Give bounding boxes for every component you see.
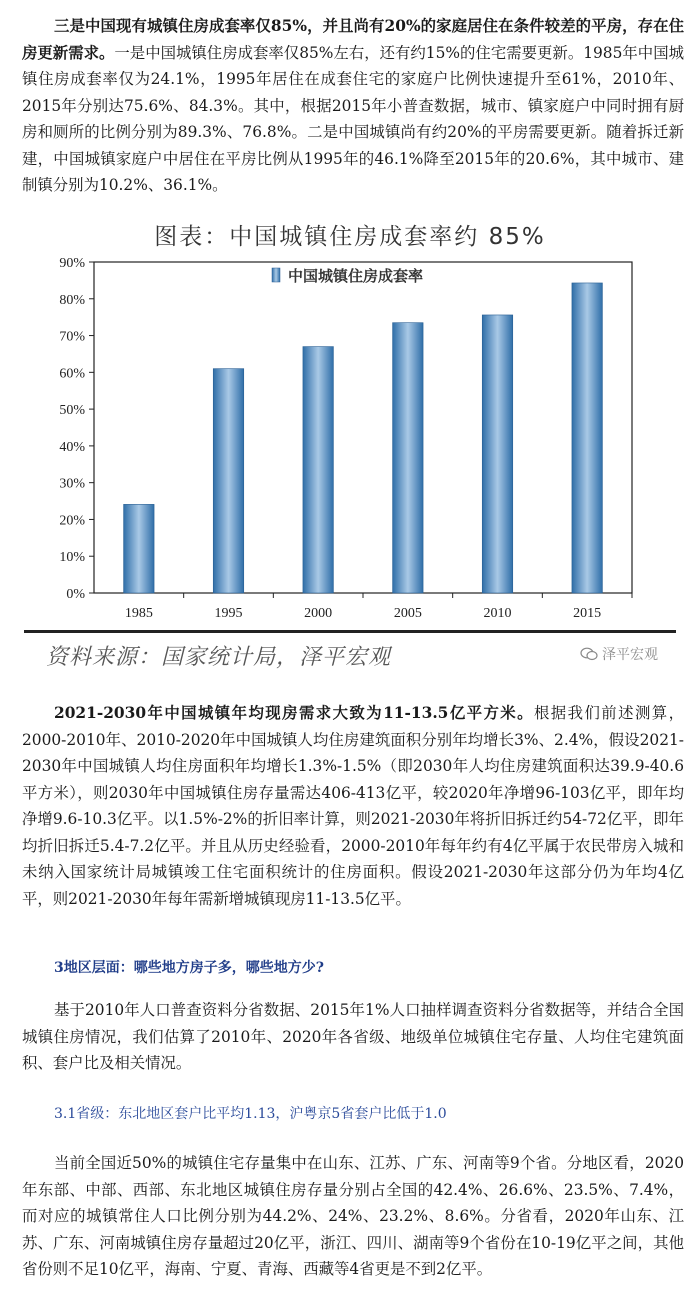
chart-figure (24, 212, 676, 682)
province-paragraph (22, 1150, 684, 1283)
bar-chart (24, 254, 676, 626)
bar (303, 347, 333, 593)
x-tick-label: 1995 (214, 606, 243, 621)
watermark (580, 644, 658, 664)
intro-paragraph (22, 13, 684, 199)
subsection-heading: 3.1省级：东北地区套户比平均1.13，沪粤京5省套户比低于1.0 (54, 1106, 447, 1122)
section-heading: 3地区层面：哪些地方房子多，哪些地方少? (54, 960, 324, 976)
watermark-text: 泽平宏观 (602, 647, 658, 663)
chart-title: 图表：中国城镇住房成套率约 85% (154, 224, 546, 250)
bar (393, 323, 423, 593)
province-body: 当前全国近50%的城镇住宅存量集中在山东、江苏、广东、河南等9个省。分地区看，2020年东部、中部、西部、东北地区城镇住房存量分别占全国的42.4%、26.6%、23.5%、7.4%，而对应的城镇常住人口比例分别为44.2%、24%、23.2%、8.6%。分省看，2020年山东、江苏、广东、河南城镇住房存量超过20亿平，浙江、四川、湖南等9个省份在10-19亿平之间，其他省份则不足10亿平，海南、宁夏、青海、西藏等4省更是不到2亿平。 (22, 1154, 684, 1278)
intro-body: 一是中国城镇住房成套率仅85%左右，还有约15%的住宅需要更新。1985年中国城镇住房成套率仅为24.1%，1995年居住在成套住宅的家庭户比例快速提升至61%，2010年、2015年分别达75.6%、84.3%。其中，根据2015年小普查数据，城市、镇家庭户中同时拥有厨房和厕所的比例分别为89.3%、76.8%。二是中国城镇尚有约20%的平房需要更新。随着拆迁新建，中国城镇家庭户中居住在平房比例从1995年的46.1%降至2015年的20.6%，其中城市、建制镇分别为10.2%、36.1%。 (22, 43, 684, 194)
y-tick-label: 0% (66, 587, 85, 602)
y-tick-label: 60% (59, 366, 85, 382)
y-tick-label: 70% (59, 329, 85, 345)
y-tick-label: 10% (59, 550, 85, 566)
y-tick-label: 50% (59, 403, 85, 419)
legend-label: 中国城镇住房成套率 (288, 267, 424, 285)
y-tick-label: 20% (59, 513, 85, 529)
chart-bottom-rule (24, 630, 676, 633)
method-body: 基于2010年人口普查资料分省数据、2015年1%人口抽样调查资料分省数据等，并结合全国城镇住房情况，我们估算了2010年、2020年各省级、地级单位城镇住宅存量、人均住宅建筑面积、套户比及相关情况。 (22, 1001, 684, 1072)
y-tick-label: 30% (59, 476, 85, 492)
intro-bold-lead: 三是中国现有城镇住房成套率仅85%，并且尚有20%的家庭居住在条件较差的平房，存在住房更新需求。 (22, 17, 684, 62)
x-tick-label: 2010 (483, 606, 512, 621)
bar (213, 369, 243, 593)
demand-bold-lead: 2021-2030年中国城镇年均现房需求大致为11-13.5亿平方米。 (54, 704, 534, 722)
demand-paragraph (22, 700, 684, 912)
y-tick-label: 90% (59, 256, 85, 271)
method-paragraph (22, 997, 684, 1077)
wechat-icon (580, 647, 598, 661)
x-tick-label: 2000 (304, 606, 333, 621)
y-tick-label: 80% (59, 292, 85, 308)
bar (124, 504, 154, 593)
x-tick-label: 2015 (573, 606, 602, 621)
legend-swatch (272, 268, 280, 282)
bar (482, 315, 512, 593)
bar (572, 283, 602, 593)
plot-frame (94, 262, 632, 593)
demand-body: 根据我们前述测算，2000-2010年、2010-2020年中国城镇人均住房建筑面积分别年均增长3%、2.4%，假设2021-2030年中国城镇人均住房面积年均增长1.3%-1.5%（即2030年人均住房建筑面积达39.9-40.6平方米），则2030年中国城镇住房存量需达406-413亿平，较2020年净增96-103亿平，即年均净增9.6-10.3亿平。以1.5%-2%的折旧率计算，则2021-2030年将折旧拆迁约54-72亿平，即年均折旧拆迁5.4-7.2亿平。并且从历史经验看，2000-2010年每年约有4亿平属于农民带房入城和未纳入国家统计局城镇竣工住宅面积统计的住房面积。假设2021-2030年这部分仍为年均4亿平，则2021-2030年每年需新增城镇现房11-13.5亿平。 (22, 704, 684, 908)
y-tick-label: 40% (59, 439, 85, 455)
chart-source-note: 资料来源：国家统计局，泽平宏观 (46, 645, 392, 670)
x-tick-label: 1985 (124, 606, 153, 621)
x-tick-label: 2005 (393, 606, 422, 621)
